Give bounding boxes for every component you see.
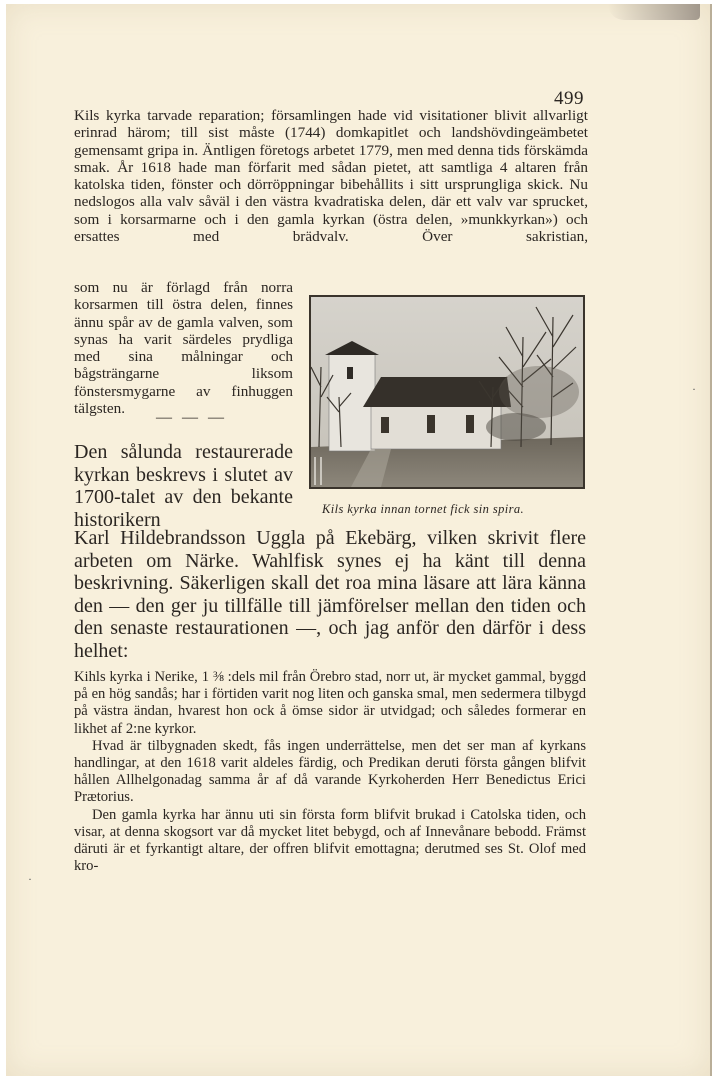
photo-caption: Kils kyrka innan tornet fick sin spira. xyxy=(322,502,525,516)
quote-paragraph-3: Den gamla kyrka har ännu uti sin första form blifvit brukad i Catolska tiden, och visar, at denna skogsort var då mycket litet bebygd, och af Innevånare bebodd. Främst däruti är et fyrkantigt altare, der offren blifvit emottagna; derutmed ses St. Olof med kro- xyxy=(74,806,586,875)
book-page xyxy=(6,4,712,1076)
paragraph-1: Kils kyrka tarvade reparation; församlingen hade vid visitationer blivit allvarligt erinrad härom; till sist måste (1744) domkapitlet och landshövdingeämbetet gemensamt gripa in. Äntligen företogs arbetet 1779, men med denna tids förskämda smak. År 1618 hade man förfarit med sådan pietet, att samtliga 4 altaren från katolska tiden, fönster och dörröppningar bibehållits i sitt ursprungliga skick. Nu nedslogos alla valv såväl i den västra kvadratiska delen, där ett valv var sprucket, som i korsarmarne och i den gamla kyrkan (östra delen, »munkkyrkan») och ersattes med brädvalv. Över sakristian, xyxy=(74,107,588,246)
paragraph-2: som nu är förlagd från norra korsarmen till östra delen, finnes ännu spår av de gamla valven, som synas ha varit särdeles prydliga med sina målningar och bågsträngarne liksom fönstersmygarne av finhuggen tälgsten. xyxy=(74,279,293,418)
margin-mark: · xyxy=(692,382,696,396)
quote-paragraph-1: Kihls kyrka i Nerike, 1 ⅜ :dels mil från Örebro stad, norr ut, är mycket gammal, byggd på en hög sandås; har i förtiden varit nog liten och ganska smal, men sedermera tilbygd på västra ändan, hvarest hon ock å ömse sidor är utvidgad; och således formerar en likhet af 2:ne kyrkor. xyxy=(74,669,586,737)
quoted-description xyxy=(74,669,586,875)
page-corner-stain xyxy=(608,4,700,20)
paragraph-3: Den sålunda restaurerade kyrkan beskrevs i slutet av 1700-talet av den bekante historikern xyxy=(74,441,293,531)
church-photo-image xyxy=(311,297,583,487)
margin-mark: · xyxy=(28,872,32,886)
section-separator: — — — xyxy=(156,409,227,426)
church-photograph xyxy=(309,295,585,489)
quote-paragraph-2: Hvad är tilbygnaden skedt, fås ingen underrättelse, men det ser man af kyrkans handlingar, at den 1618 varit aldeles färdig, och Predikan deruti första gången blifvit hållen Allhelgonadag samma år af då varande Kyrkoherden Herr Benedictus Erici Prætorius. xyxy=(74,737,586,806)
paragraph-4: Karl Hildebrandsson Uggla på Ekebärg, vilken skrivit flere arbeten om Närke. Wahlfisk synes ej ha känt till denna beskrivning. Säkerligen skall det roa mina läsare att lära känna den — den ger ju tillfälle till jämförelser mellan den tiden och den senaste restaurationen —, och jag anför den därför i dess helhet: xyxy=(74,527,586,662)
page-number: 499 xyxy=(554,88,584,109)
